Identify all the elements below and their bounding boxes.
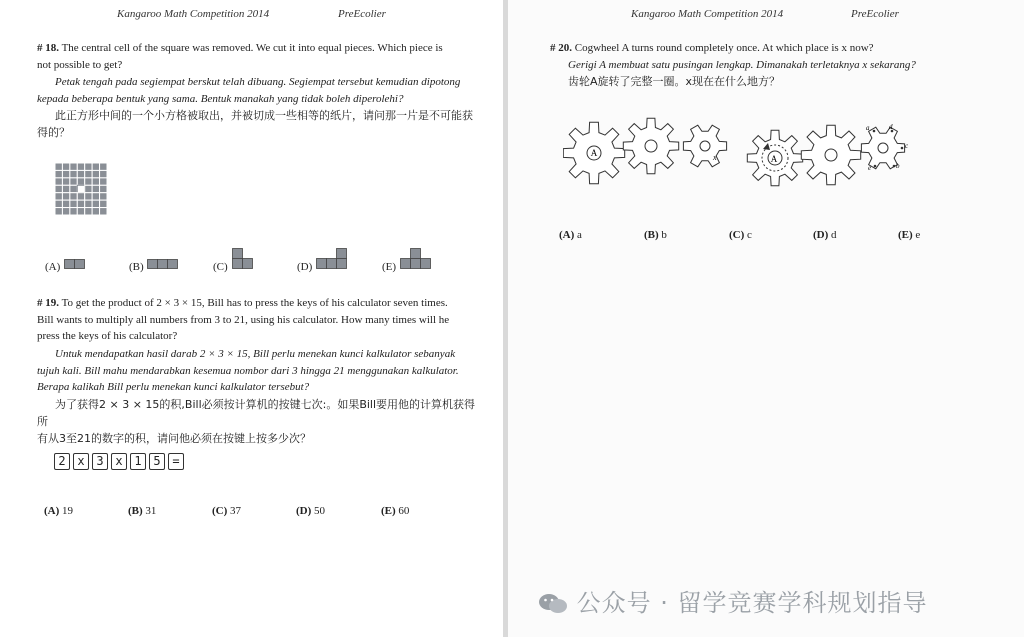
q20-option-b[interactable]: (B) b — [644, 229, 667, 241]
grid-cell — [92, 200, 99, 207]
gear-label-x: x — [713, 153, 717, 162]
grid-cell — [55, 185, 62, 192]
position-marker — [901, 147, 904, 150]
q19-english — [37, 295, 477, 345]
q20-gears-figure — [563, 108, 923, 198]
q19-en-line3: press the keys of his calculator? — [37, 330, 178, 342]
q18-option-b[interactable]: (B) — [129, 261, 144, 273]
calc-key-equals: = — [168, 453, 184, 470]
q20-option-e[interactable]: (E) e — [898, 229, 921, 241]
q19-number: # 19. — [37, 297, 59, 309]
gear-label-a-second: A — [770, 154, 778, 164]
grid-cell — [92, 208, 99, 215]
q18-en-line1: The central cell of the square was removed. We cut it into equal pieces. Which piece is — [61, 42, 443, 54]
grid-cell — [100, 163, 107, 170]
calc-key-times: x — [73, 453, 89, 470]
q18-option-c[interactable]: (C) — [213, 261, 228, 273]
cogwheel-middle-second-hub — [825, 149, 837, 161]
grid-cell — [55, 200, 62, 207]
q20-chinese: 齿轮A旋转了完整一圈。x现在在什么地方？ — [568, 75, 781, 88]
grid-cell — [62, 200, 69, 207]
q18-number: # 18. — [37, 42, 59, 54]
grid-cell — [85, 170, 92, 177]
grid-cell — [100, 170, 107, 177]
q20-option-c[interactable]: (C) c — [729, 229, 752, 241]
q19-en-line2: Bill wants to multiply all numbers from 3 to 21, using his calculator. How many times will he — [37, 313, 450, 326]
q18-malay — [37, 74, 477, 107]
q19-zh-line1: 为了获得2 × 3 × 15的积,Bill必须按计算机的按键七次:。如果Bill要用他的计算机获得所 — [37, 398, 476, 428]
grid-cell — [85, 163, 92, 170]
position-marker — [873, 130, 876, 133]
q20-number: # 20. — [550, 42, 572, 54]
grid-cell — [70, 200, 77, 207]
grid-cell — [92, 163, 99, 170]
grid-cell — [85, 178, 92, 185]
q18-english — [37, 40, 477, 73]
q18-piece-a — [64, 259, 86, 269]
grid-cell — [70, 208, 77, 215]
q19-ms-line1: Untuk mendapatkan hasil darab 2 × 3 × 15, Bill perlu menekan kunci kalkulator sebanyak — [55, 348, 456, 360]
q18-option-d[interactable]: (D) — [297, 261, 313, 273]
grid-cell — [77, 178, 84, 185]
gear-label-a: A — [590, 148, 598, 158]
grid-cell — [55, 170, 62, 177]
calc-key-3: 3 — [92, 453, 108, 470]
point-label-b: b — [896, 162, 900, 170]
position-marker — [874, 165, 877, 168]
header-title: Kangaroo Math Competition 2014 — [117, 8, 270, 20]
grid-cell — [100, 200, 107, 207]
removed-center-cell — [77, 185, 84, 192]
q19-option-a[interactable]: (A) 19 — [44, 505, 74, 517]
grid-cell — [62, 163, 69, 170]
q18-piece-e — [400, 248, 432, 269]
q18-piece-b — [147, 259, 179, 269]
grid-cell — [92, 170, 99, 177]
grid-cell — [85, 208, 92, 215]
cogwheel-small-hub — [700, 141, 710, 151]
q18-grid-figure — [55, 163, 107, 215]
header-title: Kangaroo Math Competition 2014 — [631, 8, 784, 20]
grid-cell — [62, 208, 69, 215]
q19-zh-line2: 有从3至21的数字的积，请问他必须在按键上按多少次？ — [37, 432, 311, 445]
point-label-e: e — [868, 164, 872, 172]
grid-cell — [92, 193, 99, 200]
point-label-c: c — [905, 142, 909, 150]
cogwheel-small-second-hub — [878, 143, 888, 153]
grid-cell — [77, 170, 84, 177]
calc-key-5: 5 — [149, 453, 165, 470]
q20-option-a[interactable]: (A) a — [559, 229, 582, 241]
q20-malay: Gerigi A membuat satu pusingan lengkap. Dimanakah terletaknya x sekarang? — [568, 59, 916, 71]
left-page — [0, 0, 503, 637]
grid-cell — [77, 163, 84, 170]
q19-option-c[interactable]: (C) 37 — [212, 505, 242, 517]
q18-en-line2: not possible to get? — [37, 58, 123, 71]
grid-cell — [92, 185, 99, 192]
q18-ms-line1: Petak tengah pada segiempat berskut telah dibuang. Segiempat tersebut kemudian dipotong — [55, 76, 461, 88]
q18-option-a[interactable]: (A) — [45, 261, 61, 273]
watermark-text: 公众号 · 留学竞赛学科规划指导 — [576, 589, 928, 617]
q18-piece-c — [232, 248, 254, 269]
q19-chinese — [37, 396, 477, 447]
grid-cell — [62, 185, 69, 192]
q18-piece-d — [316, 248, 348, 269]
wechat-icon — [538, 592, 568, 616]
q18-zh-line2: 得的？ — [37, 126, 70, 139]
q20-english — [550, 40, 1000, 57]
grid-cell — [77, 193, 84, 200]
q18-option-e[interactable]: (E) — [382, 261, 397, 273]
point-label-a: a — [866, 124, 870, 132]
q19-option-d[interactable]: (D) 50 — [296, 505, 326, 517]
grid-cell — [70, 185, 77, 192]
calc-key-1: 1 — [130, 453, 146, 470]
grid-cell — [55, 193, 62, 200]
grid-cell — [55, 178, 62, 185]
grid-cell — [77, 200, 84, 207]
position-marker — [893, 165, 896, 168]
q19-calculator-keys — [54, 452, 187, 470]
cogwheel-middle-hub — [645, 140, 657, 152]
point-label-d: d — [889, 123, 893, 131]
grid-cell — [62, 193, 69, 200]
grid-cell — [77, 208, 84, 215]
watermark — [538, 583, 928, 618]
grid-cell — [62, 170, 69, 177]
q19-ms-line3: Berapa kalikah Bill perlu menekan kunci kalkulator tersebut? — [37, 381, 310, 393]
q19-option-e[interactable]: (E) 60 — [381, 505, 410, 517]
q19-option-b[interactable]: (B) 31 — [128, 505, 157, 517]
q18-chinese — [37, 107, 477, 141]
grid-cell — [85, 193, 92, 200]
q19-en-line1: To get the product of 2 × 3 × 15, Bill has to press the keys of his calculator seven times. — [61, 297, 448, 309]
grid-cell — [70, 178, 77, 185]
grid-cell — [62, 178, 69, 185]
q20-en: Cogwheel A turns round completely once. At which place is x now? — [574, 42, 874, 54]
grid-cell — [85, 200, 92, 207]
q19-malay — [37, 346, 477, 396]
grid-cell — [55, 208, 62, 215]
grid-cell — [70, 170, 77, 177]
header-level: PreEcolier — [338, 8, 386, 20]
calc-key-times: x — [111, 453, 127, 470]
grid-cell — [70, 163, 77, 170]
q18-ms-line2: kepada beberapa bentuk yang sama. Bentuk manakah yang tidak boleh diperolehi? — [37, 92, 404, 105]
header-level: PreEcolier — [851, 8, 899, 20]
grid-cell — [100, 185, 107, 192]
grid-cell — [100, 178, 107, 185]
grid-cell — [92, 178, 99, 185]
grid-cell — [85, 185, 92, 192]
q18-zh-line1: 此正方形中间的一个小方格被取出，并被切成一些相等的纸片，请问那一片是不可能获 — [55, 109, 473, 122]
grid-cell — [100, 208, 107, 215]
grid-cell — [70, 193, 77, 200]
right-page — [508, 0, 1024, 637]
grid-cell — [55, 163, 62, 170]
calc-key-2: 2 — [54, 453, 70, 470]
q20-option-d[interactable]: (D) d — [813, 229, 837, 241]
grid-cell — [100, 193, 107, 200]
q19-ms-line2: tujuh kali. Bill mahu mendarabkan kesemua nombor dari 3 hingga 21 menggunakan kalkulator. — [37, 364, 459, 377]
